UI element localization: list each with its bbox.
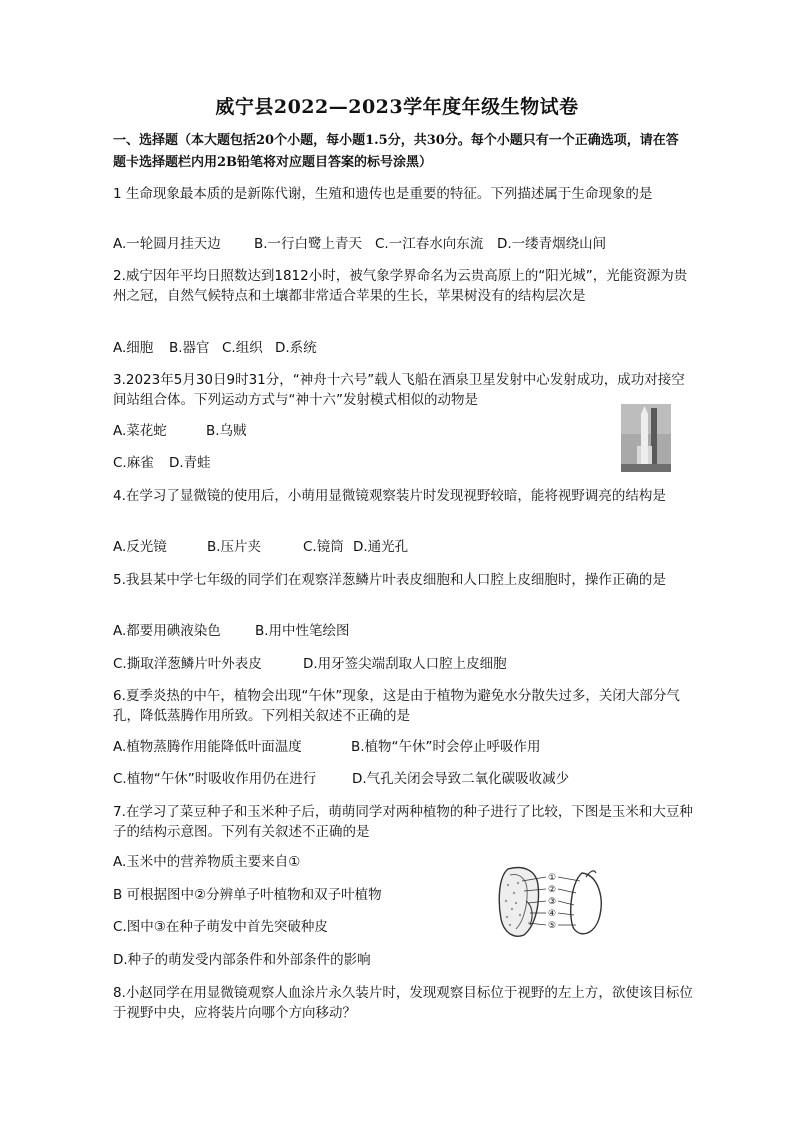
- option-c: C.麻雀: [113, 455, 154, 471]
- question-5-options-row1: [113, 621, 350, 641]
- rocket-launch-image: [621, 404, 671, 472]
- option-c: C.一江春水向东流: [375, 236, 484, 252]
- option-a: A.植物蒸腾作用能降低叶面温度: [113, 739, 302, 755]
- question-2-stem: 2.威宁因年平均日照数达到1812小时，被气象学界命名为云贵高原上的“阳光城”，光能资源为贵州之冠，自然气候特点和土壤都非常适合苹果的生长，苹果树没有的结构层次是: [113, 268, 688, 304]
- option-d: D.一缕青烟绕山间: [497, 236, 607, 252]
- option-a: A.一轮圆月挂天边: [113, 236, 221, 252]
- option-d: D.系统: [275, 340, 317, 356]
- question-1-options: [113, 234, 606, 254]
- question-6-options-row1: [113, 737, 541, 757]
- question-6-stem: 6.夏季炎热的中午，植物会出现“午休”现象，这是由于植物为避免水分散失过多，关闭大部分气孔，降低蒸腾作用所致。下列相关叙述不正确的是: [113, 688, 680, 724]
- label-2: ②: [547, 885, 557, 895]
- option-c: C.植物“午休”时吸收作用仍在进行: [113, 771, 317, 787]
- question-5-stem: 5.我县某中学七年级的同学们在观察洋葱鳞片叶表皮细胞和人口腔上皮细胞时，操作正确的是: [113, 572, 666, 588]
- question-7-option-c: C.图中③在种子萌发中首先突破种皮: [113, 919, 328, 935]
- option-a: A.细胞: [113, 340, 154, 356]
- option-a: A.菜花蛇: [113, 423, 167, 439]
- question-7-option-d: D.种子的萌发受内部条件和外部条件的影响: [113, 952, 371, 968]
- option-b: B.植物“午休”时会停止呼吸作用: [351, 739, 541, 755]
- question-5-options-row2: [113, 654, 507, 674]
- page-title: 威宁县2022—2023学年度年级生物试卷: [215, 96, 579, 118]
- option-c: C.组织: [222, 340, 263, 356]
- option-c: C.镜筒: [303, 539, 344, 555]
- option-b: B.器官: [169, 340, 210, 356]
- label-3: ③: [547, 897, 557, 907]
- seed-structure-figure: [496, 863, 608, 941]
- option-a: A.都要用碘液染色: [113, 623, 221, 639]
- question-3-stem: 3.2023年5月30日9时31分，“神舟十六号”载人飞船在酒泉卫星发射中心发射成功，成功对接空间站组合体。下列运动方式与“神十六”发射模式相似的动物是: [113, 372, 685, 408]
- option-d: D.用牙签尖端刮取人口腔上皮细胞: [303, 656, 507, 672]
- option-b: B.压片夹: [207, 539, 262, 555]
- question-2-options: [113, 338, 317, 358]
- section-heading: 一、选择题（本大题包括20个小题，每小题1.5分，共30分。每个小题只有一个正确选项，请在答题卡选择题栏内用2B铅笔将对应题目答案的标号涂黑）: [113, 133, 679, 170]
- option-d: D.通光孔: [353, 539, 409, 555]
- question-7-option-b: B 可根据图中②分辨单子叶植物和双子叶植物: [113, 887, 382, 903]
- option-b: B.用中性笔绘图: [255, 623, 350, 639]
- question-3-options-row2: [113, 453, 211, 473]
- option-b: B.乌贼: [206, 423, 247, 439]
- question-8-stem: 8.小赵同学在用显微镜观察人血涂片永久装片时，发现观察目标位于视野的左上方，欲使该目标位于视野中央，应将装片向哪个方向移动？: [113, 985, 693, 1021]
- option-c: C.撕取洋葱鳞片叶外表皮: [113, 656, 262, 672]
- label-5: ⑤: [547, 921, 557, 931]
- question-6-options-row2: [113, 769, 569, 789]
- question-7-stem: 7.在学习了菜豆种子和玉米种子后，萌萌同学对两种植物的种子进行了比较，下图是玉米和大豆种子的结构示意图。下列有关叙述不正确的是: [113, 804, 693, 840]
- question-4-stem: 4.在学习了显微镜的使用后，小萌用显微镜观察装片时发现视野较暗，能将视野调亮的结构是: [113, 488, 666, 504]
- label-1: ①: [547, 873, 557, 883]
- option-a: A.反光镜: [113, 539, 167, 555]
- label-4: ④: [547, 909, 557, 919]
- option-b: B.一行白鹭上青天: [254, 236, 363, 252]
- option-d: D.气孔关闭会导致二氧化碳吸收减少: [352, 771, 570, 787]
- question-3-options-row1: [113, 421, 247, 441]
- option-d: D.青蛙: [169, 455, 211, 471]
- question-7-option-a: A.玉米中的营养物质主要来自①: [113, 854, 301, 870]
- question-4-options: [113, 537, 408, 557]
- question-1-stem: 1 生命现象最本质的是新陈代谢，生殖和遗传也是重要的特征。下列描述属于生命现象的是: [113, 186, 653, 202]
